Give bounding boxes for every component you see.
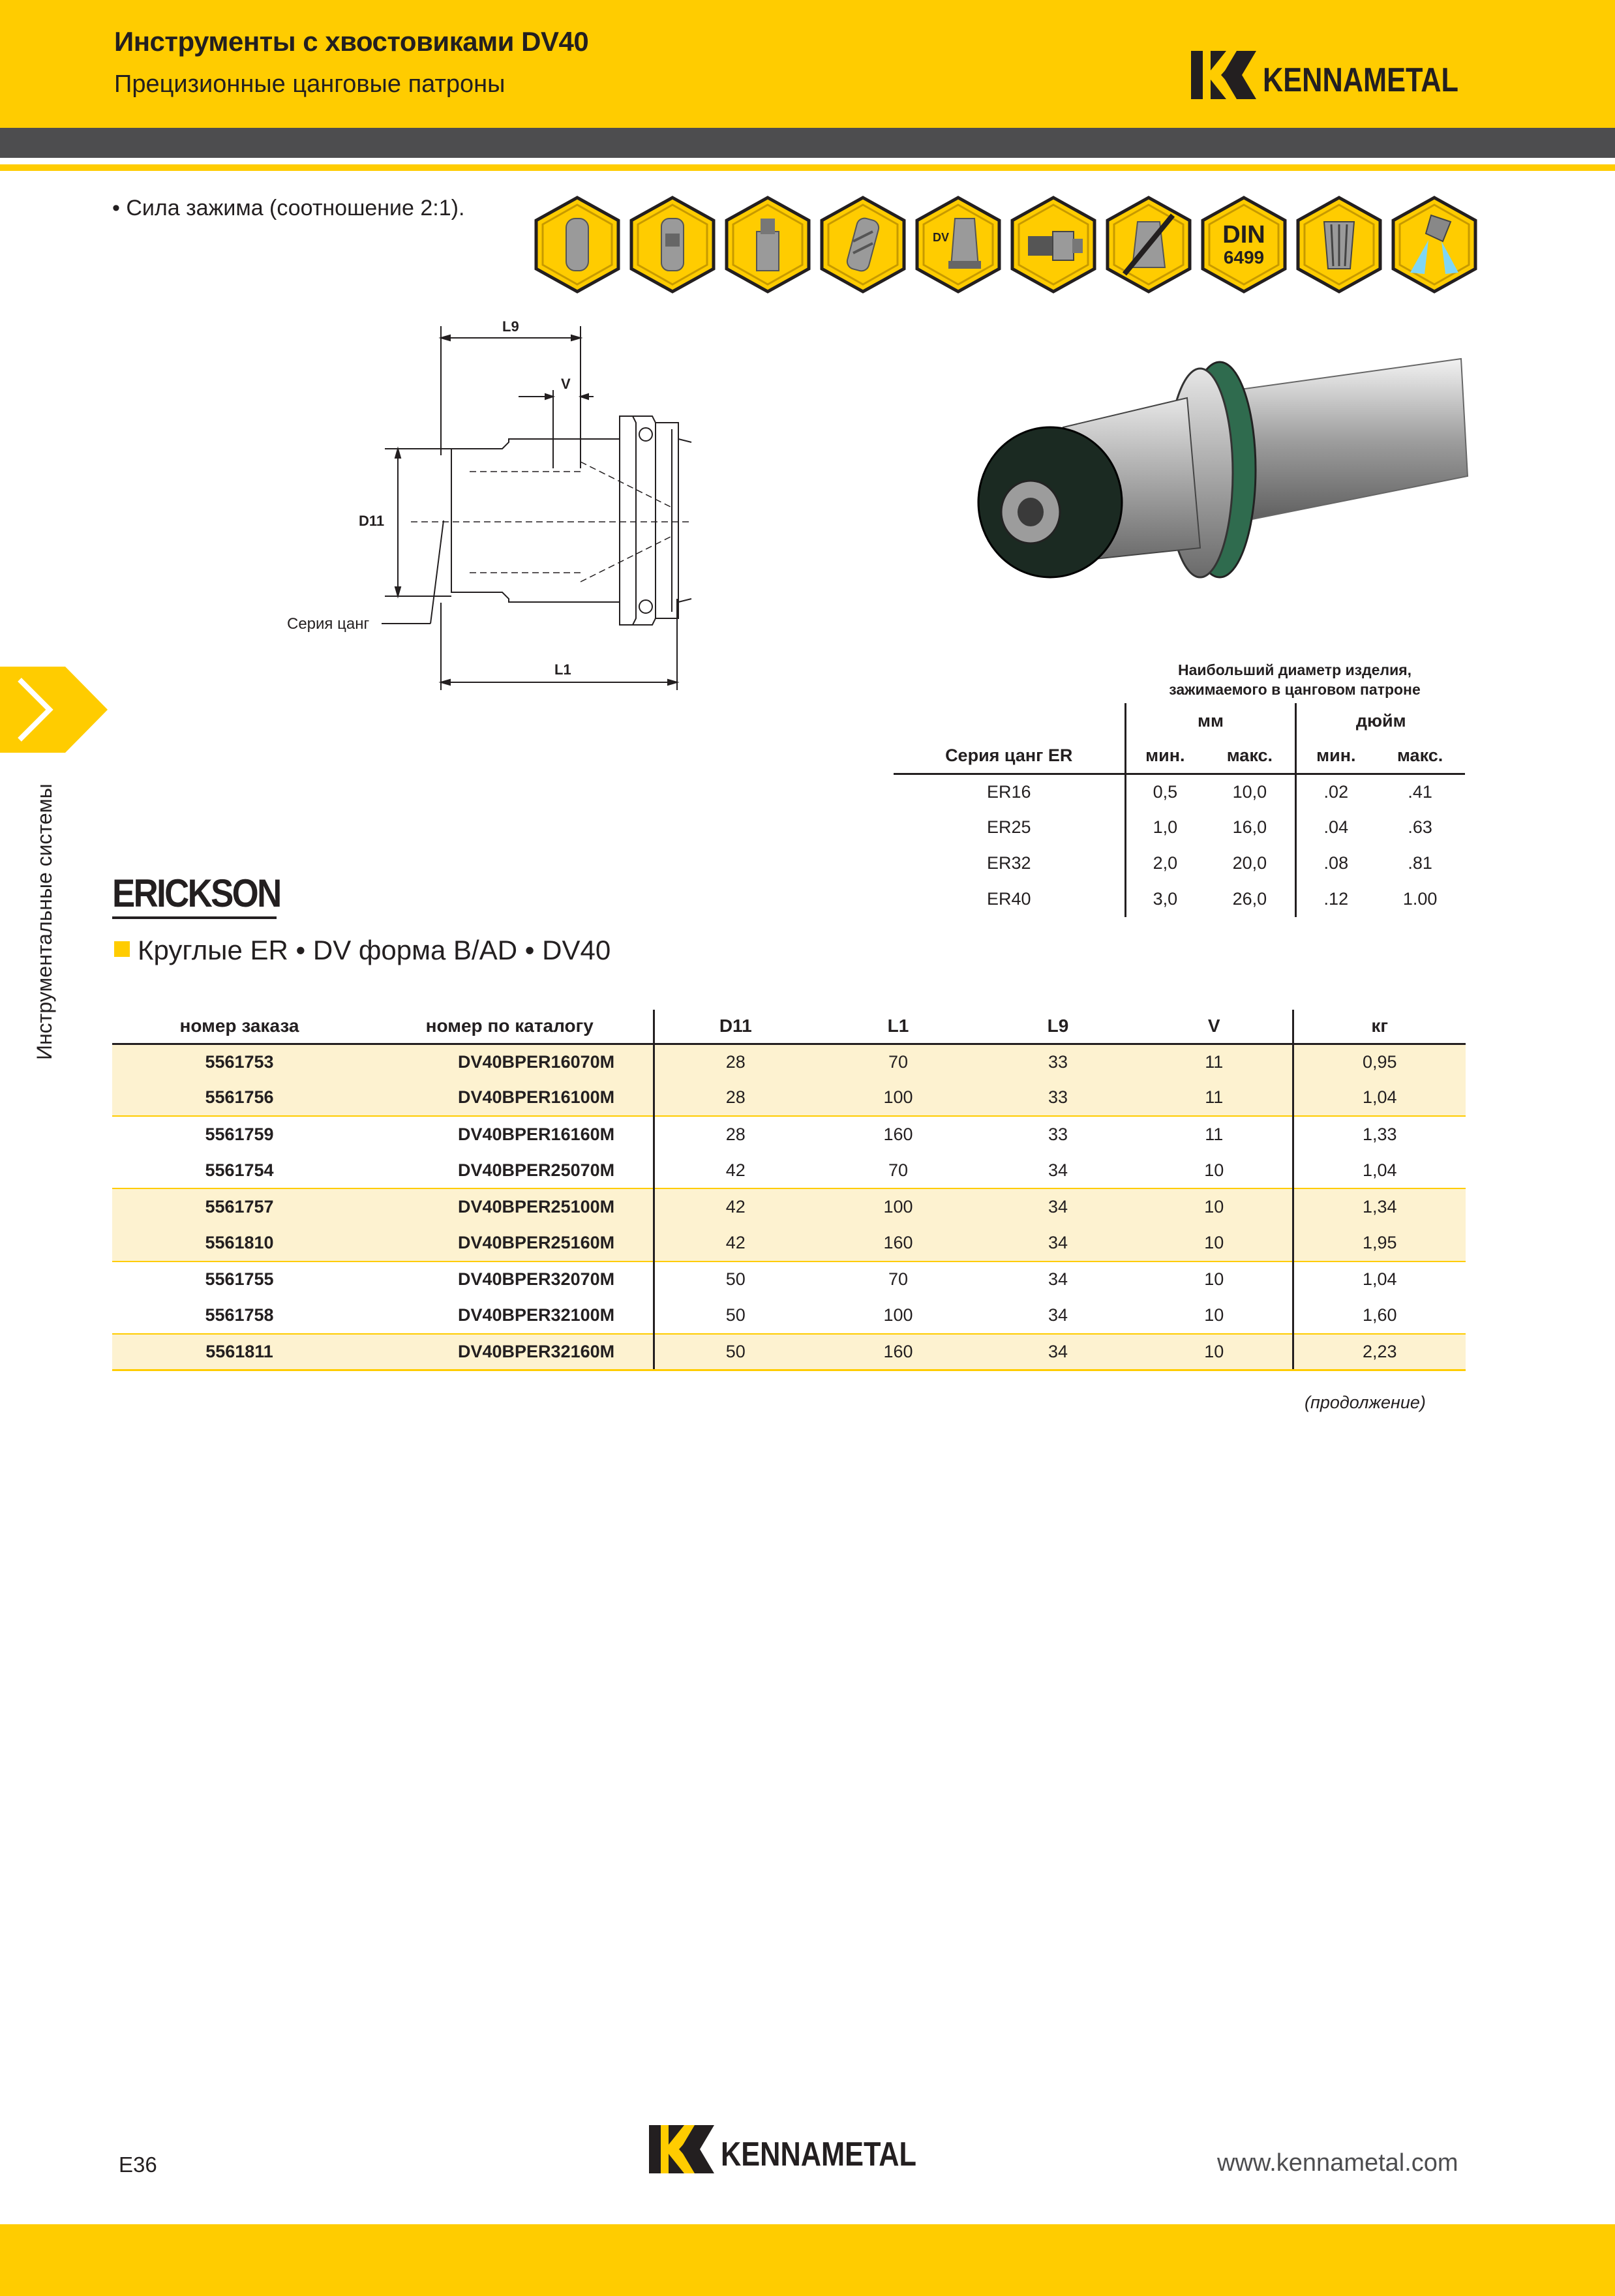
page-subtitle: Прецизионные цанговые патроны xyxy=(114,70,506,98)
din-6499-icon xyxy=(1200,196,1288,294)
product-table xyxy=(112,1010,1466,1371)
side-chevron-icon xyxy=(0,667,108,753)
unit-inch-header: дюйм xyxy=(1296,703,1465,738)
technical-drawing xyxy=(280,312,691,697)
kennametal-logo xyxy=(1191,51,1465,99)
header-bar xyxy=(0,0,1615,128)
series-header: Серия цанг ER xyxy=(894,738,1125,774)
erickson-logo: ERICKSON xyxy=(112,871,280,915)
footer-logo-text: KENNAMETAL xyxy=(721,2136,916,2173)
square-shank-icon xyxy=(724,196,811,294)
upper-caption-line2: зажимаемого в цанговом патроне xyxy=(1169,681,1421,698)
mm-max-header: макс. xyxy=(1204,738,1296,774)
side-section-label: Инструментальные системы xyxy=(33,783,56,1060)
no-balance-icon xyxy=(1105,196,1192,294)
table-row: 5561810 DV40BPER25160M 42 160 34 10 1,95 xyxy=(112,1225,1466,1261)
section-title-text: Круглые ER • DV форма B/AD • DV40 xyxy=(138,935,611,965)
table-row: 5561755 DV40BPER32070M 50 70 34 10 1,04 xyxy=(112,1261,1466,1298)
header-yellow-rule xyxy=(0,164,1615,171)
whistle-notch-shank-icon xyxy=(819,196,907,294)
page-title: Инструменты с хвостовиками DV40 xyxy=(114,26,589,57)
table-row: 5561754 DV40BPER25070M 42 70 34 10 1,04 xyxy=(112,1153,1466,1189)
weldon-shank-icon xyxy=(629,196,716,294)
col-l1: L1 xyxy=(817,1010,980,1044)
col-l9: L9 xyxy=(980,1010,1136,1044)
table-row: ER32 2,0 20,0 .08 .81 xyxy=(894,845,1465,881)
table-row: 5561811 DV40BPER32160M 50 160 34 10 2,23 xyxy=(112,1334,1466,1370)
continued-note: (продолжение) xyxy=(1305,1393,1426,1412)
din-icon-label-bottom: 6499 xyxy=(1223,247,1265,267)
table-row: 5561756 DV40BPER16100M 28 100 33 11 1,04 xyxy=(112,1080,1466,1117)
table-row: ER25 1,0 16,0 .04 .63 xyxy=(894,809,1465,845)
inch-min-header: мин. xyxy=(1296,738,1375,774)
dim-l9-label: L9 xyxy=(502,318,519,335)
table-row: 5561757 DV40BPER25100M 42 100 34 10 1,34 xyxy=(112,1188,1466,1225)
feature-icons-row xyxy=(534,196,1478,300)
dv-icon-label: DV xyxy=(933,231,950,244)
table-row: 5561759 DV40BPER16160M 28 160 33 11 1,33 xyxy=(112,1116,1466,1153)
collet-series-label: Серия цанг xyxy=(287,615,370,633)
footer-band xyxy=(0,2224,1615,2296)
collet-capacity-table xyxy=(894,703,1465,917)
inch-max-header: макс. xyxy=(1375,738,1465,774)
header-dark-band xyxy=(0,128,1615,158)
table-row: 5561758 DV40BPER32100M 50 100 34 10 1,60 xyxy=(112,1297,1466,1334)
mm-min-header: мин. xyxy=(1125,738,1204,774)
round-shank-icon xyxy=(534,196,621,294)
upper-table-caption xyxy=(1128,660,1461,699)
din-icon-label-top: DIN xyxy=(1222,221,1265,249)
dim-d11-label: D11 xyxy=(359,513,385,529)
product-photo xyxy=(965,352,1487,633)
upper-caption-line1: Наибольший диаметр изделия, xyxy=(1177,661,1412,678)
feature-bullet: • Сила зажима (соотношение 2:1). xyxy=(112,196,465,220)
section-title xyxy=(114,935,611,966)
header-logo-text: KENNAMETAL xyxy=(1263,61,1458,99)
erickson-underline xyxy=(112,916,277,919)
col-v: V xyxy=(1136,1010,1293,1044)
yellow-square-icon xyxy=(114,941,130,957)
unit-mm-header: мм xyxy=(1125,703,1296,738)
table-row: ER40 3,0 26,0 .12 1.00 xyxy=(894,881,1465,917)
page-number: E36 xyxy=(119,2152,157,2177)
coolant-unit-icon xyxy=(1010,196,1097,294)
col-catalog-number: номер по каталогу xyxy=(367,1010,654,1044)
col-d11: D11 xyxy=(654,1010,817,1044)
footer-kennametal-logo xyxy=(649,2123,923,2175)
dim-l1-label: L1 xyxy=(554,661,571,678)
col-order-number: номер заказа xyxy=(112,1010,367,1044)
table-row: ER16 0,5 10,0 .02 .41 xyxy=(894,774,1465,809)
collet-icon xyxy=(1295,196,1383,294)
dv-taper-icon xyxy=(914,196,1002,294)
table-row: 5561753 DV40BPER16070M 28 70 33 11 0,95 xyxy=(112,1044,1466,1080)
website-link[interactable]: www.kennametal.com xyxy=(1217,2149,1458,2177)
coolant-through-icon xyxy=(1391,196,1478,294)
col-kg: кг xyxy=(1293,1010,1466,1044)
dim-v-label: V xyxy=(561,376,571,392)
